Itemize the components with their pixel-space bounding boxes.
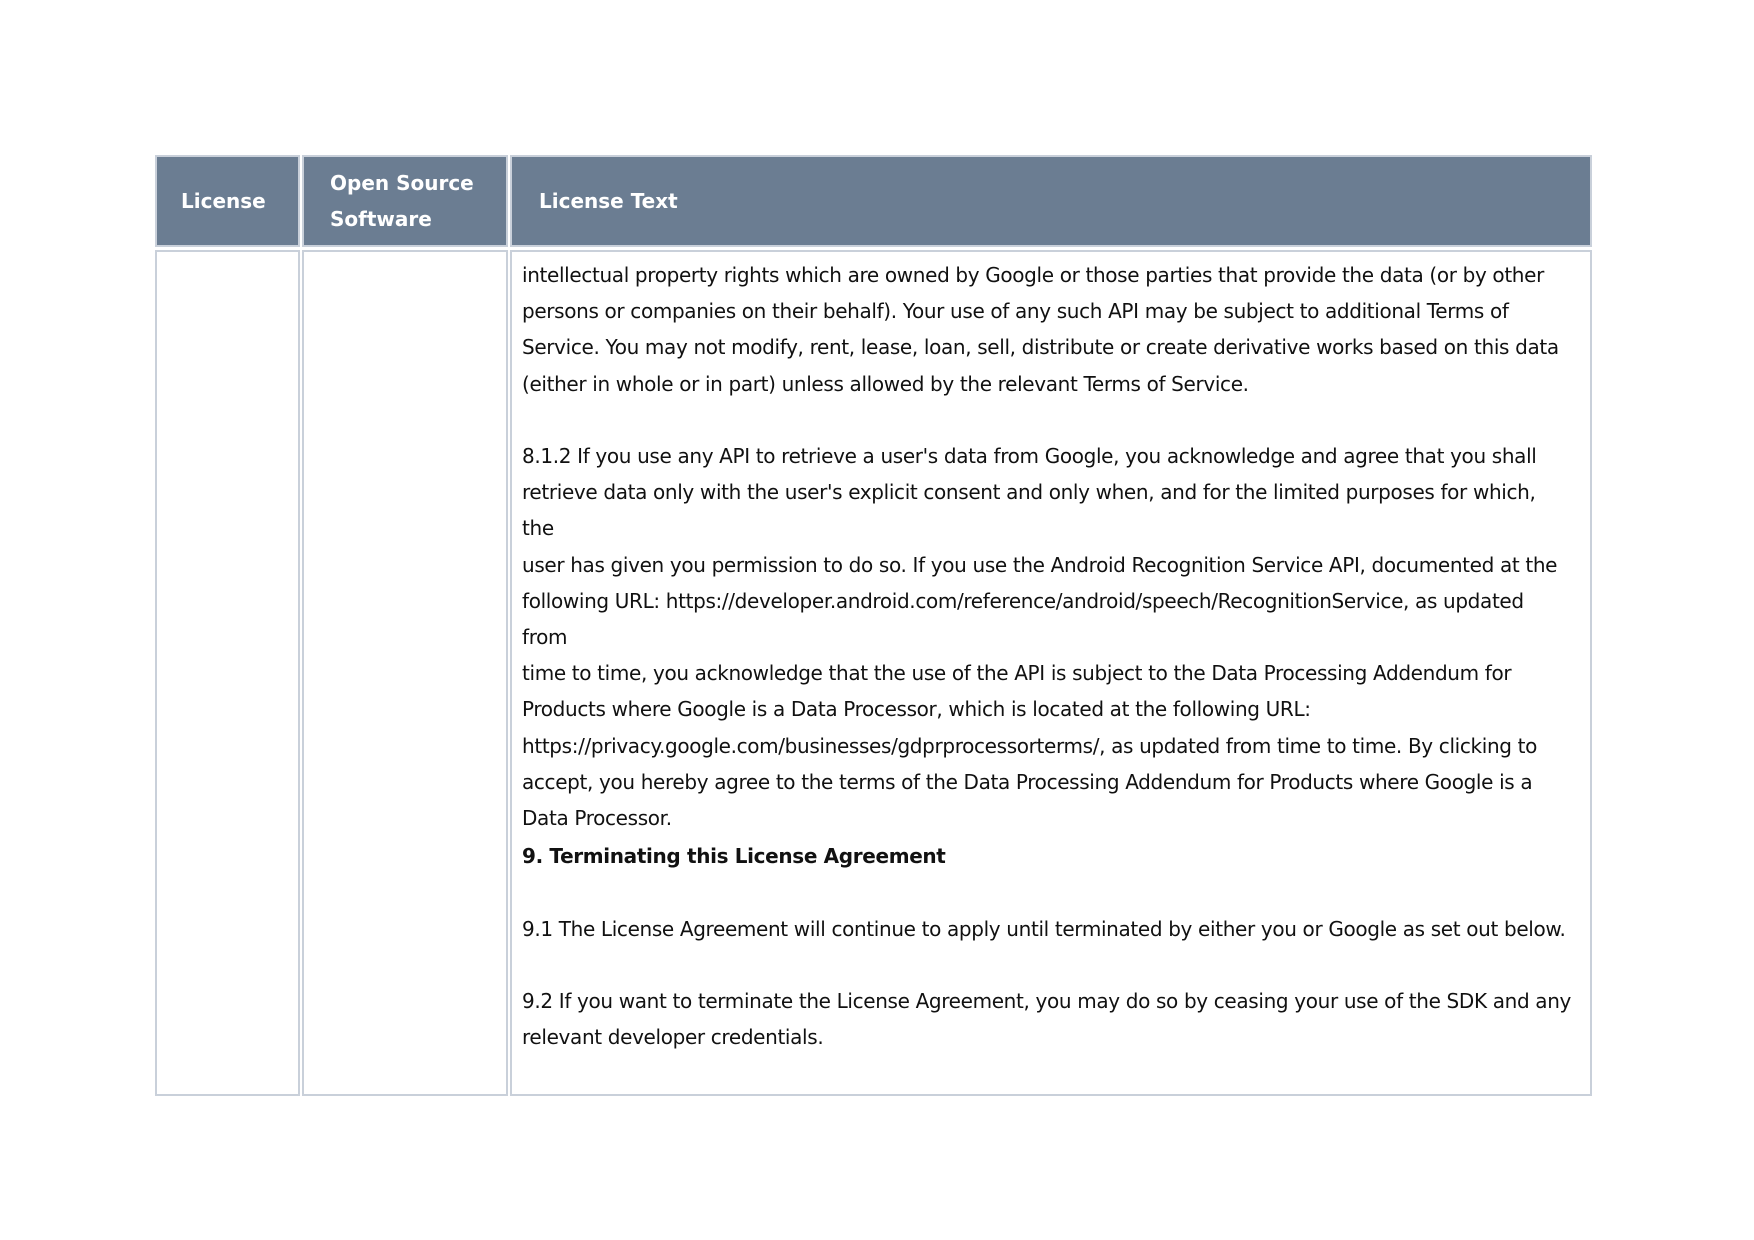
text-line: https://privacy.google.com/businesses/gdprprocessorterms/, as updated from time to time. By clicking to	[522, 733, 1538, 758]
paragraph-9-2	[522, 983, 1572, 1055]
header-oss-line1: Open Source	[330, 171, 474, 195]
text-line: Data Processor.	[522, 806, 672, 831]
header-license-text	[510, 155, 1592, 247]
text-line: Products where Google is a Data Processor, which is located at the following URL:	[522, 697, 1311, 722]
paragraph-9-1	[522, 911, 1572, 947]
license-cell	[155, 250, 300, 1096]
software-cell	[302, 250, 508, 1096]
header-license-text-label: License Text	[539, 189, 678, 213]
text-line: relevant developer credentials.	[522, 1025, 824, 1050]
text-line: retrieve data only with the user's explicit consent and only when, and for the limited purposes for which, the	[522, 480, 1536, 541]
text-line: persons or companies on their behalf). Your use of any such API may be subject to additional Terms of	[522, 299, 1509, 324]
text-line: (either in whole or in part) unless allowed by the relevant Terms of Service.	[522, 371, 1249, 396]
text-line: Service. You may not modify, rent, lease, loan, sell, distribute or create derivative works based on this data	[522, 335, 1559, 360]
section-heading-text: 9. Terminating this License Agreement	[522, 844, 946, 868]
section-heading-9	[522, 838, 1572, 874]
license-text-paragraph-8-1-2	[522, 438, 1572, 836]
header-open-source-software	[302, 155, 508, 247]
text-line: intellectual property rights which are owned by Google or those parties that provide the data (or by other	[522, 263, 1544, 287]
text-line: 9.2 If you want to terminate the License Agreement, you may do so by ceasing your use of the SDK and any	[522, 989, 1572, 1013]
text-line: user has given you permission to do so. If you use the Android Recognition Service API, documented at the	[522, 552, 1558, 577]
text-line: 9.1 The License Agreement will continue to apply until terminated by either you or Google as set out below.	[522, 917, 1566, 941]
text-line: time to time, you acknowledge that the use of the API is subject to the Data Processing Addendum for	[522, 661, 1512, 686]
license-text-paragraph-1	[522, 257, 1572, 402]
text-line: following URL: https://developer.android.com/reference/android/speech/RecognitionService, as updated from	[522, 588, 1524, 650]
header-oss-line2: Software	[330, 207, 432, 231]
header-license	[155, 155, 300, 247]
text-line: accept, you hereby agree to the terms of the Data Processing Addendum for Products where Google is a	[522, 769, 1533, 794]
header-license-label: License	[181, 189, 266, 213]
text-line: 8.1.2 If you use any API to retrieve a user's data from Google, you acknowledge and agree that you shall	[522, 444, 1537, 468]
